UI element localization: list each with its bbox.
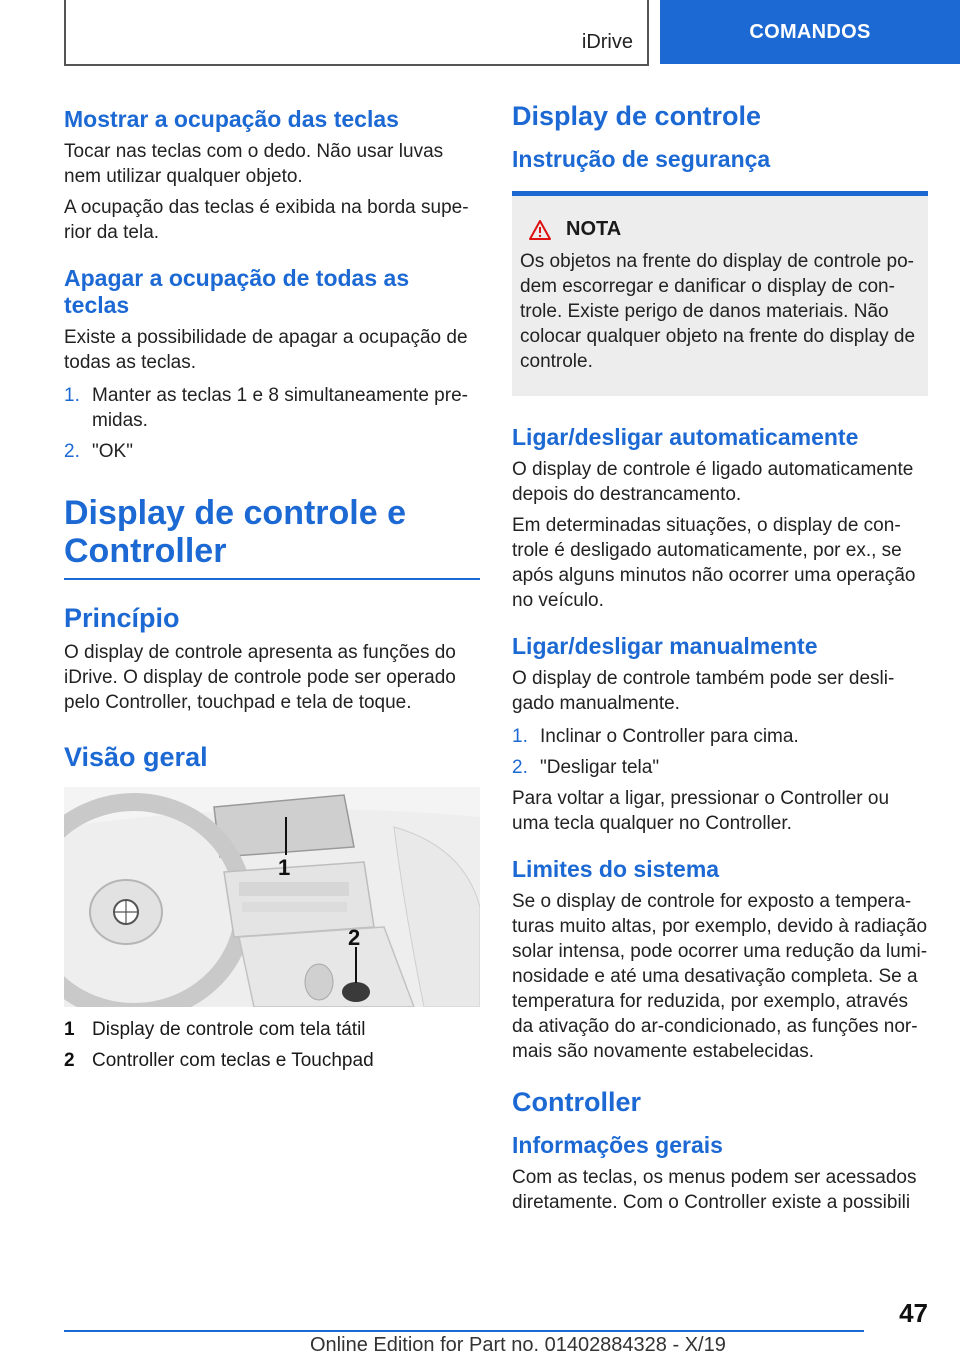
header-section-title: iDrive <box>581 31 633 53</box>
paragraph: Existe a possibilidade de apagar a ocupação de todas as teclas. <box>64 327 468 373</box>
callout-item <box>64 1017 480 1042</box>
paragraph: Para voltar a ligar, pressionar o Controller ou uma tecla qualquer no Controller. <box>512 788 890 834</box>
header-frame <box>64 0 649 66</box>
figure-callouts <box>64 1017 480 1073</box>
heading-safety-instruction: Instrução de segurança <box>512 146 771 172</box>
right-column <box>512 100 928 1215</box>
header-chapter-tab: COMANDOS <box>660 0 960 64</box>
paragraph: Em determinadas situações, o display de controle é desligado automaticamente, por ex., se após alguns minutos não ocorrer uma operação no veículo. <box>512 515 916 611</box>
cockpit-illustration <box>64 787 480 1007</box>
list-number: 1. <box>64 385 80 406</box>
callout-number: 2 <box>64 1050 75 1071</box>
list-number: 2. <box>512 757 528 778</box>
paragraph: O display de controle também pode ser desligado manualmente. <box>512 668 895 714</box>
paragraph: O display de controle apresenta as funções do iDrive. O display de controle pode ser operado pelo Controller, touchpad e tela de toque. <box>64 642 456 713</box>
list-number: 2. <box>64 441 80 462</box>
heading-delete-key-assignment: Apagar a ocupação de todas as teclas <box>64 265 410 318</box>
callout-text: Display de controle com tela tátil <box>92 1019 366 1040</box>
paragraph: Tocar nas teclas com o dedo. Não usar luvas nem utilizar qualquer objeto. <box>64 141 444 187</box>
list-number: 1. <box>512 726 528 747</box>
list-item <box>512 724 928 749</box>
list-item <box>64 439 480 464</box>
list-item <box>512 755 928 780</box>
paragraph: O display de controle é ligado automaticamente depois do destrancamento. <box>512 459 914 505</box>
figure-label-1: 1 <box>278 855 291 880</box>
cockpit-drawing <box>64 787 480 1007</box>
heading-control-display: Display de controle <box>512 101 762 131</box>
note-text: Os objetos na frente do display de controle podem escorregar e danificar o display de controle. Existe perigo de danos materiais. Não colocar qualquer objeto na frente do display de controle. <box>520 251 916 372</box>
delete-steps-list <box>64 383 480 464</box>
left-column <box>64 100 480 1073</box>
paragraph: Com as teclas, os menus podem ser acessados diretamente. Com o Controller existe a possibili <box>512 1167 917 1213</box>
heading-auto-on-off: Ligar/desligar automaticamente <box>512 424 859 450</box>
paragraph: Se o display de controle for exposto a temperaturas muito altas, por exemplo, devido à radiação solar intensa, pode ocorrer uma redução da luminosidade e até uma desativação completa. Se a temperatura for reduzida, por exemplo, através da ativação do ar-condicionado, as funções normais são novamente estabelecidas. <box>512 891 928 1062</box>
heading-show-key-assignment: Mostrar a ocupação das teclas <box>64 106 399 132</box>
list-text: "Desligar tela" <box>540 757 660 778</box>
heading-display-and-controller: Display de controle e Controller <box>64 494 406 570</box>
page-number: 47 <box>899 1298 928 1328</box>
safety-note-box <box>512 191 928 396</box>
list-item <box>64 383 480 433</box>
heading-overview: Visão geral <box>64 742 208 772</box>
main-section-heading-block <box>64 494 480 580</box>
list-text: Inclinar o Controller para cima. <box>540 726 799 747</box>
callout-text: Controller com teclas e Touchpad <box>92 1050 374 1071</box>
heading-controller: Controller <box>512 1087 642 1117</box>
heading-manual-on-off: Ligar/desligar manualmente <box>512 633 818 659</box>
callout-number: 1 <box>64 1019 75 1040</box>
footer-divider <box>64 1330 864 1332</box>
heading-general-information: Informações gerais <box>512 1132 723 1158</box>
paragraph: A ocupação das teclas é exibida na borda superior da tela. <box>64 197 469 243</box>
warning-icon <box>528 219 552 241</box>
list-text: Manter as teclas 1 e 8 simultaneamente premidas. <box>92 385 468 431</box>
note-title <box>520 218 920 241</box>
footer-edition: Online Edition for Part no. 01402884328 - X/19 <box>310 1334 726 1356</box>
figure-label-2: 2 <box>348 925 361 950</box>
note-label: NOTA <box>566 218 622 240</box>
manual-steps-list <box>512 724 928 780</box>
heading-system-limits: Limites do sistema <box>512 856 720 882</box>
callout-item <box>64 1048 480 1073</box>
list-text: "OK" <box>92 441 133 462</box>
heading-principle: Princípio <box>64 603 180 633</box>
